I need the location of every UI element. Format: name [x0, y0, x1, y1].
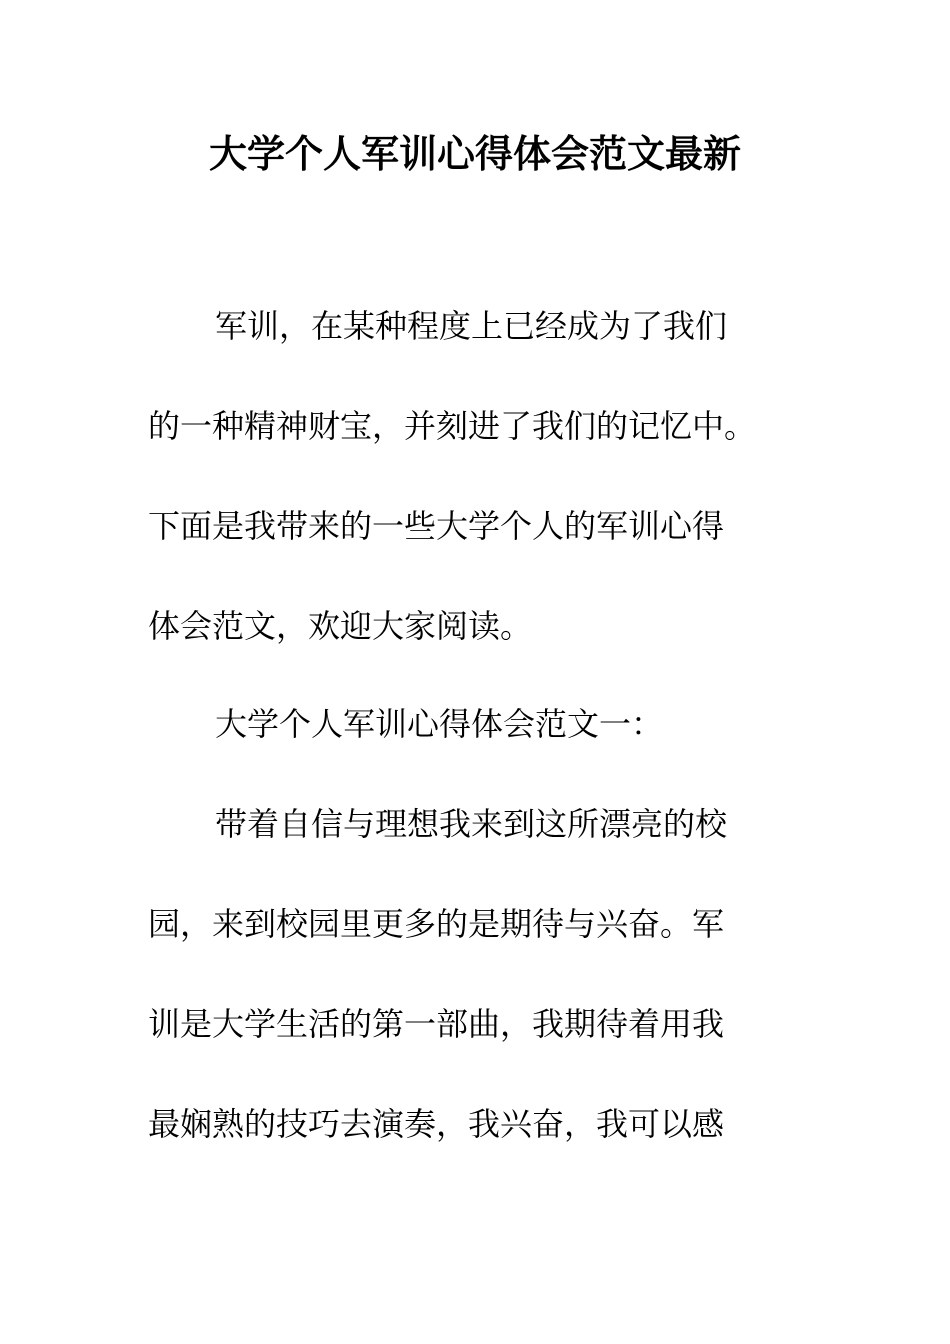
paragraph-line: 军训，在某种程度上已经成为了我们: [215, 307, 728, 345]
paragraph-line: 下面是我带来的一些大学个人的军训心得: [148, 507, 725, 545]
document-title: 大学个人军训心得体会范文最新: [208, 131, 741, 176]
paragraph-line: 园，来到校园里更多的是期待与兴奋。军: [148, 905, 725, 943]
paragraph-line: 的一种精神财宝，并刻进了我们的记忆中。: [148, 407, 757, 445]
paragraph-line: 体会范文，欢迎大家阅读。: [148, 607, 533, 645]
section-heading: 大学个人军训心得体会范文一：: [215, 705, 664, 743]
paragraph-line: 训是大学生活的第一部曲，我期待着用我: [148, 1005, 725, 1043]
paragraph-line: 带着自信与理想我来到这所漂亮的校: [215, 805, 728, 843]
paragraph-line: 最娴熟的技巧去演奏，我兴奋，我可以感: [148, 1105, 725, 1143]
